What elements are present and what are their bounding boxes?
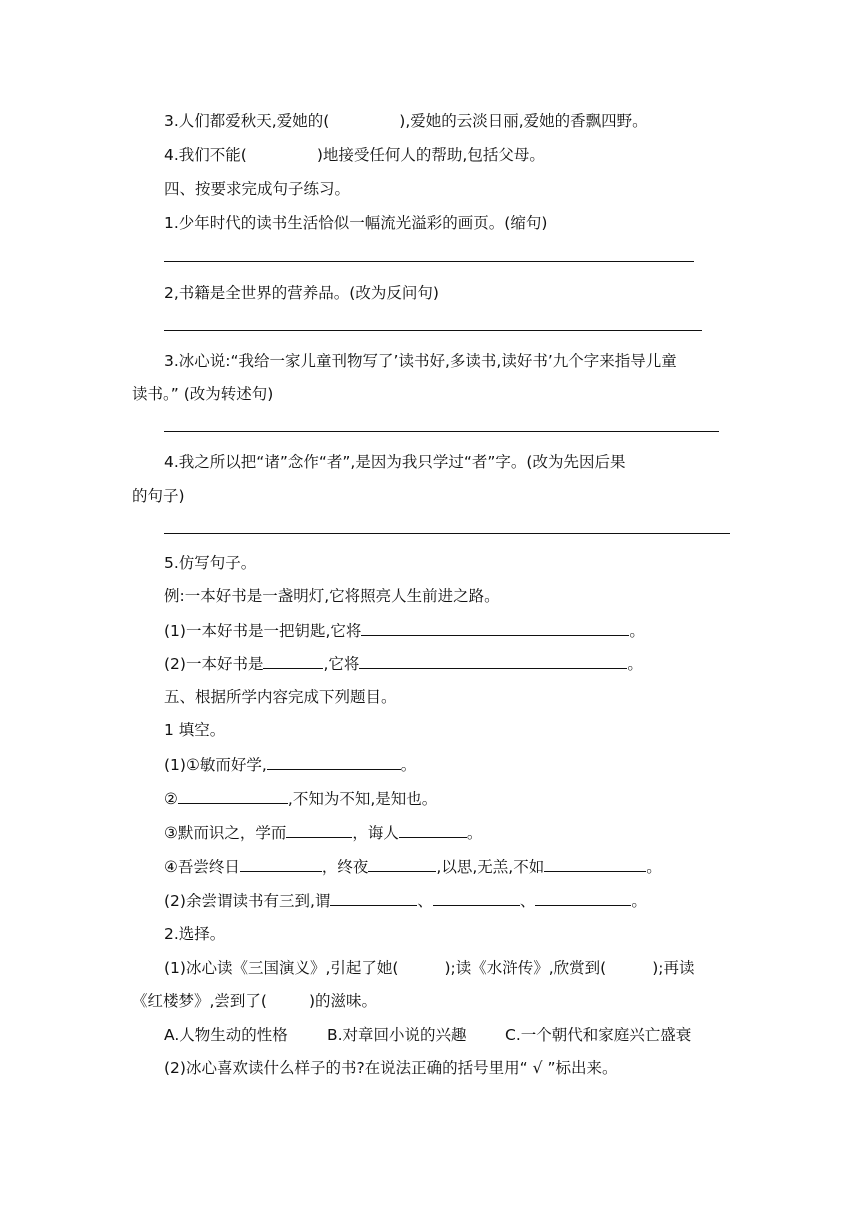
fill-2-blank[interactable] [178, 788, 288, 804]
choice-1-text-a: (1)冰心读《三国演义》,引起了她( [164, 959, 399, 977]
imitation-1 [164, 620, 645, 641]
sec4-q2-answer-line[interactable] [164, 330, 702, 331]
fill-4-text: ④吾尝终日 [164, 858, 240, 876]
fill-1-end: 。 [400, 756, 417, 774]
choice-1-text-b: );读《水浒传》,欣赏到( [444, 959, 607, 977]
fill-2 [164, 788, 437, 809]
fill-3 [164, 822, 482, 843]
q4-fill-blank-question [164, 145, 545, 165]
sec4-q5-text: 5.仿写句子。 [164, 554, 257, 572]
sec4-q2-text: 2,书籍是全世界的营养品。(改为反问句) [164, 284, 439, 302]
imitation-1-text: (1)一本好书是一把钥匙,它将 [164, 622, 362, 640]
choice-1-text-d: 《红楼梦》,尝到了( [132, 992, 267, 1010]
fill-5-sep1: 、 [417, 892, 433, 910]
imitation-1-end: 。 [629, 622, 645, 640]
fill-1-text: (1)①敏而好学, [164, 756, 267, 774]
option-b[interactable]: B.对章回小说的兴趣 [327, 1026, 467, 1044]
sec4-q4-line2: 的句子) [132, 487, 185, 505]
fill-2-end: ,不知为不知,是知也。 [287, 790, 438, 808]
section-5-heading: 五、根据所学内容完成下列题目。 [164, 688, 397, 706]
option-a[interactable]: A.人物生动的性格 [164, 1026, 288, 1044]
q3-fill-blank-question [164, 111, 648, 131]
fill-title: 1 填空。 [164, 721, 226, 739]
sec4-q3-line2: 读书。” (改为转述句) [132, 385, 274, 403]
fill-4-blank-a[interactable] [240, 856, 322, 872]
fill-5 [164, 890, 647, 911]
section-4-heading: 四、按要求完成句子练习。 [164, 180, 351, 198]
imitation-2-mid: ,它将 [323, 655, 360, 673]
fill-5-blank-c[interactable] [535, 890, 631, 906]
fill-3-text: ③默而识之，学而 [164, 824, 287, 842]
fill-3-blank-b[interactable] [399, 822, 467, 838]
imitation-2-blank-a[interactable] [263, 653, 323, 669]
fill-5-end: 。 [631, 892, 647, 910]
fill-4 [164, 856, 662, 877]
q4-text-end: )地接受任何人的帮助,包括父母。 [316, 146, 545, 164]
fill-4-end: 。 [646, 858, 662, 876]
imitation-2-text: (2)一本好书是 [164, 655, 264, 673]
fill-5-text: (2)余尝谓读书有三到,谓 [164, 892, 331, 910]
fill-4-blank-b[interactable] [368, 856, 436, 872]
q4-text-start: 4.我们不能( [164, 146, 247, 164]
q3-text-end: ),爱她的云淡日丽,爱她的香飘四野。 [399, 112, 648, 130]
fill-3-end: 。 [466, 824, 483, 842]
sec4-q1-answer-line[interactable] [164, 261, 694, 262]
fill-5-blank-b[interactable] [433, 890, 520, 906]
choice-1-line2 [132, 991, 377, 1011]
q3-text-start: 3.人们都爱秋天,爱她的( [164, 112, 330, 130]
sec4-q4-answer-line[interactable] [164, 533, 730, 534]
sec4-q4-line1: 4.我之所以把“诸”念作“者”,是因为我只学过“者”字。(改为先因后果 [164, 453, 626, 471]
fill-4-mid2: ,以思,无羔,不如 [436, 858, 545, 876]
sec4-q3-answer-line[interactable] [164, 431, 719, 432]
fill-5-blank-a[interactable] [330, 890, 417, 906]
fill-4-mid1: ，终夜 [321, 858, 369, 876]
imitation-2 [164, 653, 643, 674]
choice-title: 2.选择。 [164, 925, 226, 943]
fill-4-blank-c[interactable] [544, 856, 646, 872]
fill-3-blank-a[interactable] [286, 822, 352, 838]
choice-1-text-c: );再读 [652, 959, 695, 977]
imitation-1-blank[interactable] [361, 620, 629, 636]
choice-1-text-e: )的滋味。 [308, 992, 378, 1010]
fill-3-mid: ，诲人 [352, 824, 399, 842]
fill-5-sep2: 、 [519, 892, 536, 910]
imitation-2-end: 。 [627, 655, 643, 673]
sec4-q1-text: 1.少年时代的读书生活恰似一幅流光溢彩的画页。(缩句) [164, 214, 548, 232]
fill-2-text: ② [164, 790, 178, 808]
option-c[interactable]: C.一个朝代和家庭兴亡盛衰 [505, 1026, 692, 1044]
fill-1-blank[interactable] [267, 754, 401, 770]
imitation-2-blank-b[interactable] [359, 653, 627, 669]
sec4-example: 例:一本好书是一盏明灯,它将照亮人生前进之路。 [164, 587, 500, 605]
sec4-q3-line1: 3.冰心说:“我给一家儿童刊物写了’读书好,多读书,读好书’九个字来指导儿童 [164, 352, 677, 370]
choice-1-line1 [164, 958, 694, 978]
fill-1 [164, 754, 416, 775]
choice-2-text: (2)冰心喜欢读什么样子的书?在说法正确的括号里用“ √ ”标出来。 [164, 1059, 618, 1077]
